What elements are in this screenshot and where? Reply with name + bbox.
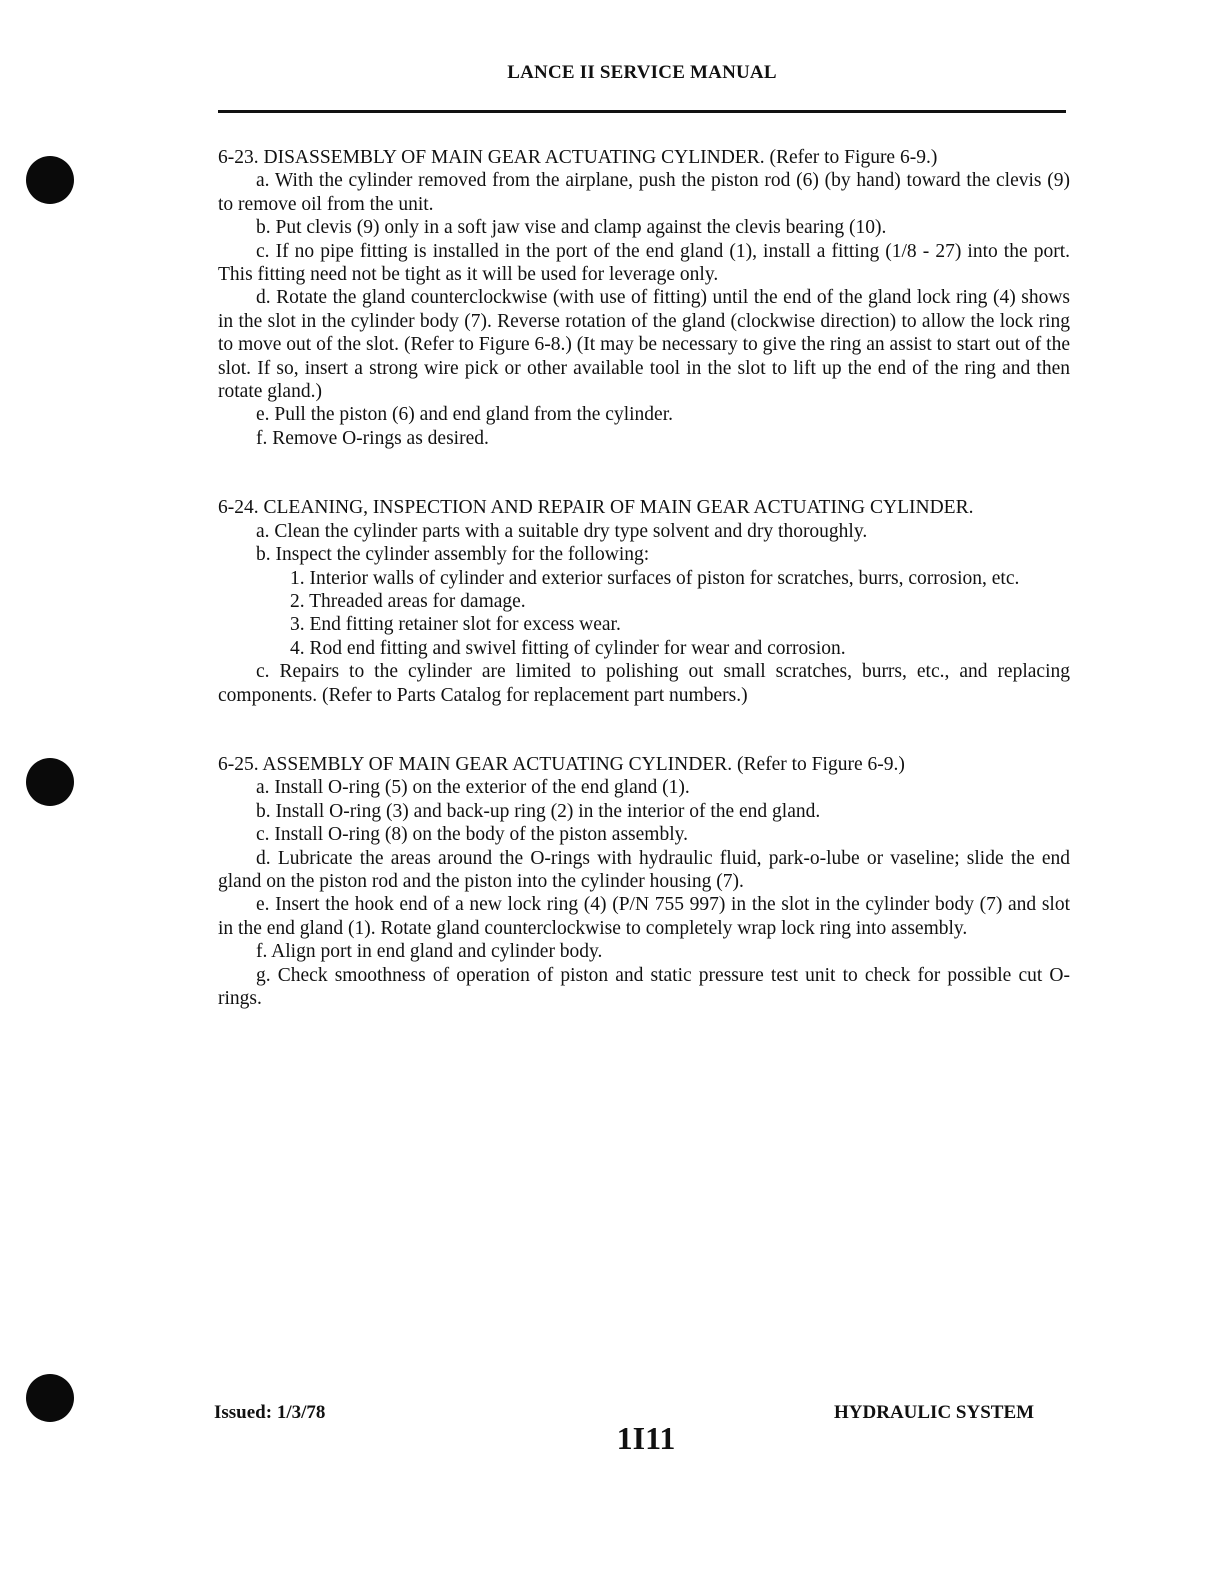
page-number: 1I11 [616,1420,676,1456]
paragraph: c. Repairs to the cylinder are limited to polishing out small scratches, burrs, etc., and replacing components. (Refer to Parts Catalog for replacement part numbers.) [218,661,1070,706]
paragraph: a. Install O-ring (5) on the exterior of the end gland (1). [256,777,690,799]
sub-item: 1. Interior walls of cylinder and exterior surfaces of piston for scratches, burrs, corrosion, etc. [290,567,1020,589]
sub-item: 4. Rod end fitting and swivel fitting of cylinder for wear and corrosion. [290,637,846,659]
paragraph: d. Rotate the gland counterclockwise (with use of fitting) until the end of the gland lock ring (4) shows in the slot in the cylinder body (7). Reverse rotation of the gland (clockwise direction) to allow the lock ring to move out of the slot. (Refer to Figure 6-8.) (It may be necessary to give the ring an assist to start out of the slot. If so, insert a strong wire pick or other available tool in the slot to lift up the end of the ring and then rotate gland.) [218,287,1070,403]
paragraph: b. Install O-ring (3) and back-up ring (2) in the interior of the end gland. [256,800,821,822]
section-6-25 [218,753,1070,1010]
binder-hole-bottom [26,1374,74,1422]
binder-hole-top [26,156,74,204]
paragraph: a. With the cylinder removed from the airplane, push the piston rod (6) (by hand) toward the clevis (9) to remove oil from the unit. [218,170,1070,215]
issued-date: Issued: 1/3/78 [214,1402,326,1423]
paragraph: e. Insert the hook end of a new lock ring (4) (P/N 755 997) in the slot in the cylinder body (7) and slot in the end gland (1). Rotate gland counterclockwise to completely wrap lock ring into assembly. [218,894,1070,939]
paragraph: f. Align port in end gland and cylinder body. [256,941,603,963]
paragraph: c. Install O-ring (8) on the body of the piston assembly. [256,824,688,846]
section-6-23 [218,146,1070,450]
section-name: HYDRAULIC SYSTEM [834,1402,1035,1423]
paragraph: b. Inspect the cylinder assembly for the following: [256,544,650,566]
section-heading: 6-23. DISASSEMBLY OF MAIN GEAR ACTUATING CYLINDER. (Refer to Figure 6-9.) [218,147,938,168]
binder-hole-middle [26,758,74,806]
paragraph: e. Pull the piston (6) and end gland from the cylinder. [256,404,673,426]
paragraph: c. If no pipe fitting is installed in the port of the end gland (1), install a fitting (1/8 - 27) into the port. This fitting need not be tight as it will be used for leverage only. [218,240,1070,286]
paragraph: d. Lubricate the areas around the O-rings with hydraulic fluid, park-o-lube or vaseline; slide the end gland on the piston rod and the piston into the cylinder housing (7). [218,847,1070,892]
sub-item: 3. End fitting retainer slot for excess wear. [290,614,621,636]
sub-item: 2. Threaded areas for damage. [290,590,526,612]
paragraph: g. Check smoothness of operation of piston and static pressure test unit to check for possible cut O-rings. [218,964,1070,1009]
paragraph: a. Clean the cylinder parts with a suitable dry type solvent and dry thoroughly. [256,520,868,542]
header-rule [218,110,1066,113]
page-body [218,146,1070,1010]
section-heading: 6-25. ASSEMBLY OF MAIN GEAR ACTUATING CYLINDER. (Refer to Figure 6-9.) [218,753,905,775]
section-heading: 6-24. CLEANING, INSPECTION AND REPAIR OF MAIN GEAR ACTUATING CYLINDER. [218,497,974,519]
paragraph: b. Put clevis (9) only in a soft jaw vise and clamp against the clevis bearing (10). [256,217,887,239]
running-head: LANCE II SERVICE MANUAL [507,62,777,83]
paragraph: f. Remove O-rings as desired. [256,427,489,449]
section-6-24 [218,496,1070,707]
